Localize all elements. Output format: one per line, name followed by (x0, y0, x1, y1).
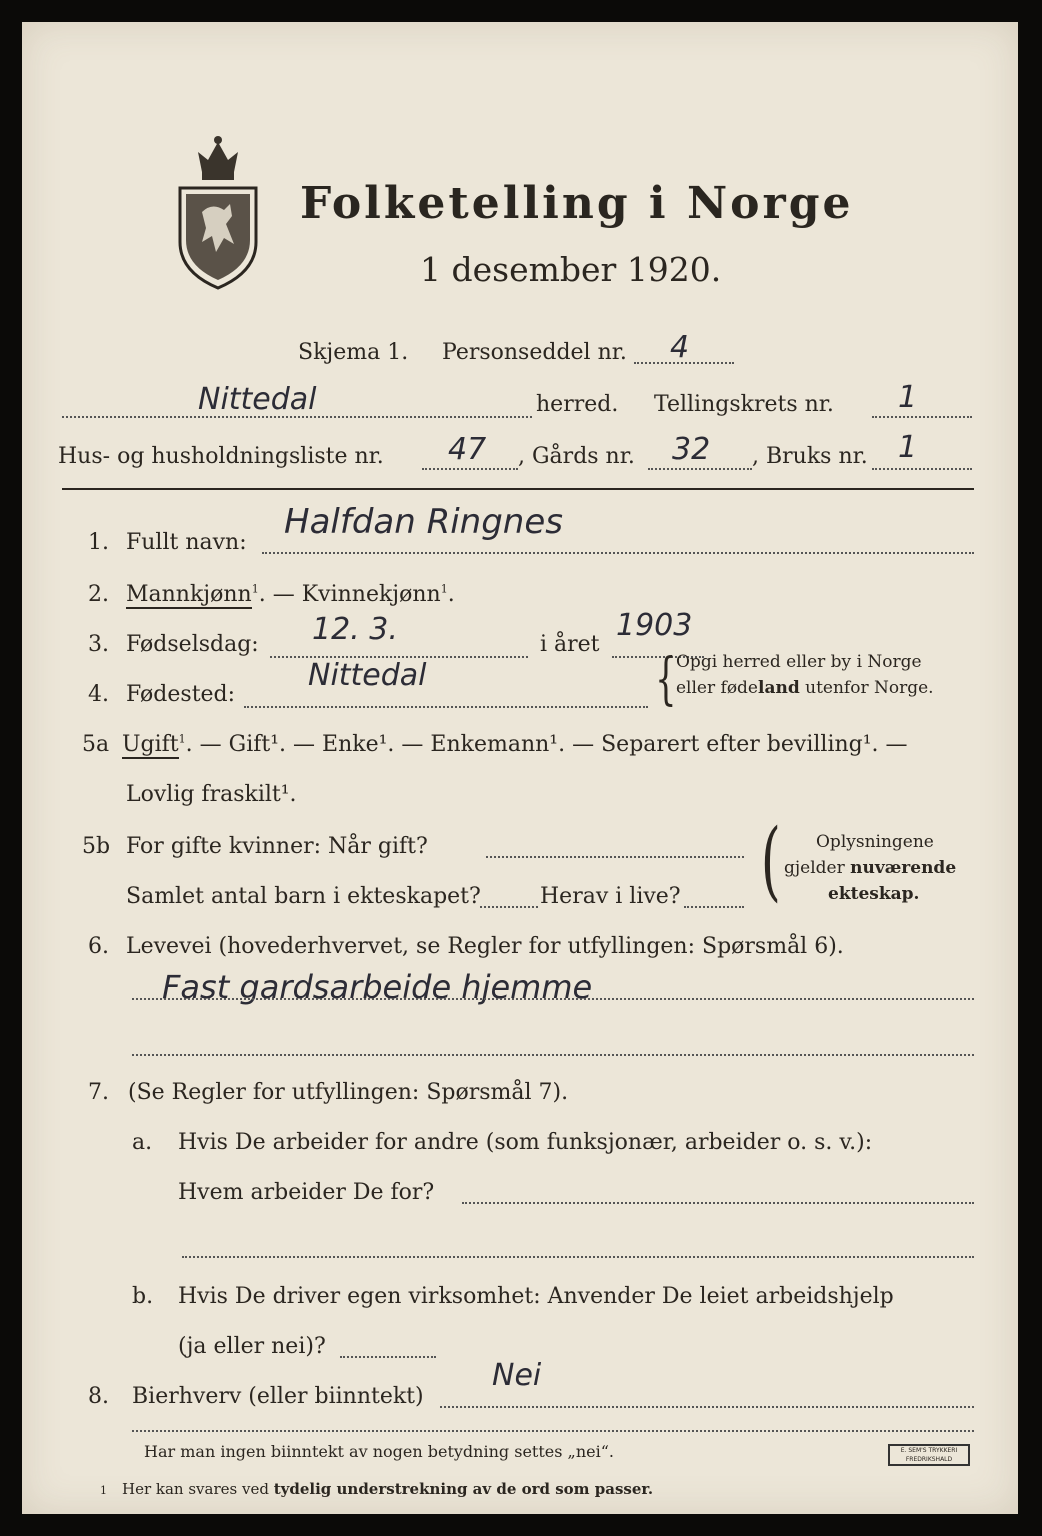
herred-label: herred. (536, 392, 619, 417)
q7-label: (Se Regler for utfyllingen: Spørsmål 7). (128, 1080, 569, 1105)
q3-year-value: 1903 (616, 608, 693, 643)
q7a-line2: Hvem arbeider De for? (178, 1180, 435, 1205)
gards-label: , Gårds nr. (518, 444, 635, 469)
schema-label: Skjema 1. (298, 340, 409, 365)
q2-sep: . — (258, 582, 302, 607)
q3-number: 3. (88, 632, 109, 657)
q7-number: 7. (88, 1080, 109, 1105)
q4-value: Nittedal (308, 658, 427, 693)
q5a-options: Ugift$^1$. — Gift¹. — Enke¹. — Enkemann¹. — Separert efter bevilling¹. — (122, 732, 908, 757)
q4-note-b: land (758, 678, 800, 698)
footer-note: Har man ingen biinntekt av nogen betydning settes „nei“. (144, 1442, 614, 1461)
q8-line (440, 1406, 974, 1408)
q5b-label1: For gifte kvinner: Når gift? (126, 834, 428, 859)
hus-line (422, 468, 518, 470)
q7b-answer-line (340, 1356, 436, 1358)
bruks-line (872, 468, 972, 470)
q5a-ugift-underlined: Ugift (122, 732, 179, 757)
q3-value: 12. 3. (312, 612, 398, 647)
form-title: Folketelling i Norge (300, 178, 854, 229)
q5b-barn-line (480, 906, 538, 908)
q2-number: 2. (88, 582, 109, 607)
q5b-brace: ( (760, 811, 781, 911)
herred-value: Nittedal (198, 382, 317, 417)
bruks-value: 1 (898, 430, 918, 465)
q4-note-c: utenfor Norge. (799, 678, 934, 698)
q6-line1 (132, 998, 974, 1000)
q3-label: Fødselsdag: (126, 632, 259, 657)
tellingskrets-label: Tellingskrets nr. (654, 392, 834, 417)
q7a-answer-line (462, 1202, 974, 1204)
q2-end: . (447, 582, 455, 607)
printer-stamp: E. SEM'S TRYKKERI FREDRIKSHALD (888, 1444, 970, 1466)
q5a-line2: Lovlig fraskilt¹. (126, 782, 297, 807)
q6-value: Fast gardsarbeide hjemme (162, 968, 593, 1006)
q4-label: Fødested: (126, 682, 236, 707)
q2-female: Kvinnekjønn (301, 582, 441, 607)
header-divider (62, 488, 974, 490)
footnote-number: 1 (100, 1484, 107, 1497)
q5b-note2b: nuværende (850, 858, 957, 878)
q1-line (262, 552, 974, 554)
census-form-page (22, 22, 1018, 1514)
q6-line2 (132, 1054, 974, 1056)
q2-options: Mannkjønn$^1$. — Kvinnekjønn$^1$. (126, 582, 455, 607)
bruks-label: , Bruks nr. (752, 444, 868, 469)
q4-note-line1: Opgi herred eller by i Norge (676, 652, 922, 672)
q7a-line1: Hvis De arbeider for andre (som funksjonær, arbeider o. s. v.): (178, 1130, 873, 1155)
q1-value: Halfdan Ringnes (284, 502, 563, 542)
q4-note-a: eller føde (676, 678, 758, 698)
personseddel-label: Personseddel nr. (442, 340, 627, 365)
q4-note-line2 (676, 678, 934, 698)
norway-coat-of-arms-icon (172, 132, 264, 292)
gards-value: 32 (672, 432, 711, 467)
q7a-letter: a. (132, 1130, 153, 1155)
q8-label: Bierhverv (eller biinntekt) (132, 1384, 424, 1409)
q7a-answer-line2 (182, 1256, 974, 1258)
q7b-letter: b. (132, 1284, 154, 1309)
census-date: 1 desember 1920. (420, 250, 722, 289)
q5b-label3: Herav i live? (540, 884, 681, 909)
q8-value: Nei (492, 1358, 542, 1393)
personseddel-value: 4 (670, 330, 690, 365)
q7b-line2: (ja eller nei)? (178, 1334, 326, 1359)
q5b-note3: ekteskap. (828, 884, 920, 904)
footnote-text (122, 1480, 653, 1498)
q8-line2 (132, 1430, 974, 1432)
q5a-rest: . — Gift¹. — Enke¹. — Enkemann¹. — Separert efter bevilling¹. — (185, 732, 908, 757)
tellingskrets-line (872, 416, 972, 418)
q5b-live-line (684, 906, 744, 908)
q5b-note2a: gjelder (784, 858, 851, 878)
q8-number: 8. (88, 1384, 109, 1409)
q1-label: Fullt navn: (126, 530, 247, 555)
q2-male-underlined: Mannkjønn (126, 582, 252, 607)
q1-number: 1. (88, 530, 109, 555)
footnote-b: tydelig understrekning av de ord som passer. (273, 1480, 654, 1498)
hus-label: Hus- og husholdningsliste nr. (58, 444, 384, 469)
gards-line (648, 468, 752, 470)
hus-value: 47 (448, 432, 487, 467)
q5b-note1: Oplysningene (816, 832, 934, 852)
q5b-number: 5b (82, 834, 111, 859)
footnote-a: Her kan svares ved (122, 1480, 274, 1498)
q5a-number: 5a (82, 732, 110, 757)
q6-label: Levevei (hovederhvervet, se Regler for utfyllingen: Spørsmål 6). (126, 934, 844, 959)
q4-brace: { (655, 647, 677, 712)
q4-number: 4. (88, 682, 109, 707)
q7b-line1: Hvis De driver egen virksomhet: Anvender De leiet arbeidshjelp (178, 1284, 894, 1309)
q5b-label2: Samlet antal barn i ekteskapet? (126, 884, 481, 909)
q6-number: 6. (88, 934, 109, 959)
q4-line (244, 706, 648, 708)
q5b-note2 (784, 858, 956, 878)
tellingskrets-value: 1 (898, 380, 918, 415)
q5b-gift-line (486, 856, 744, 858)
q3-year-label: i året (540, 632, 600, 657)
